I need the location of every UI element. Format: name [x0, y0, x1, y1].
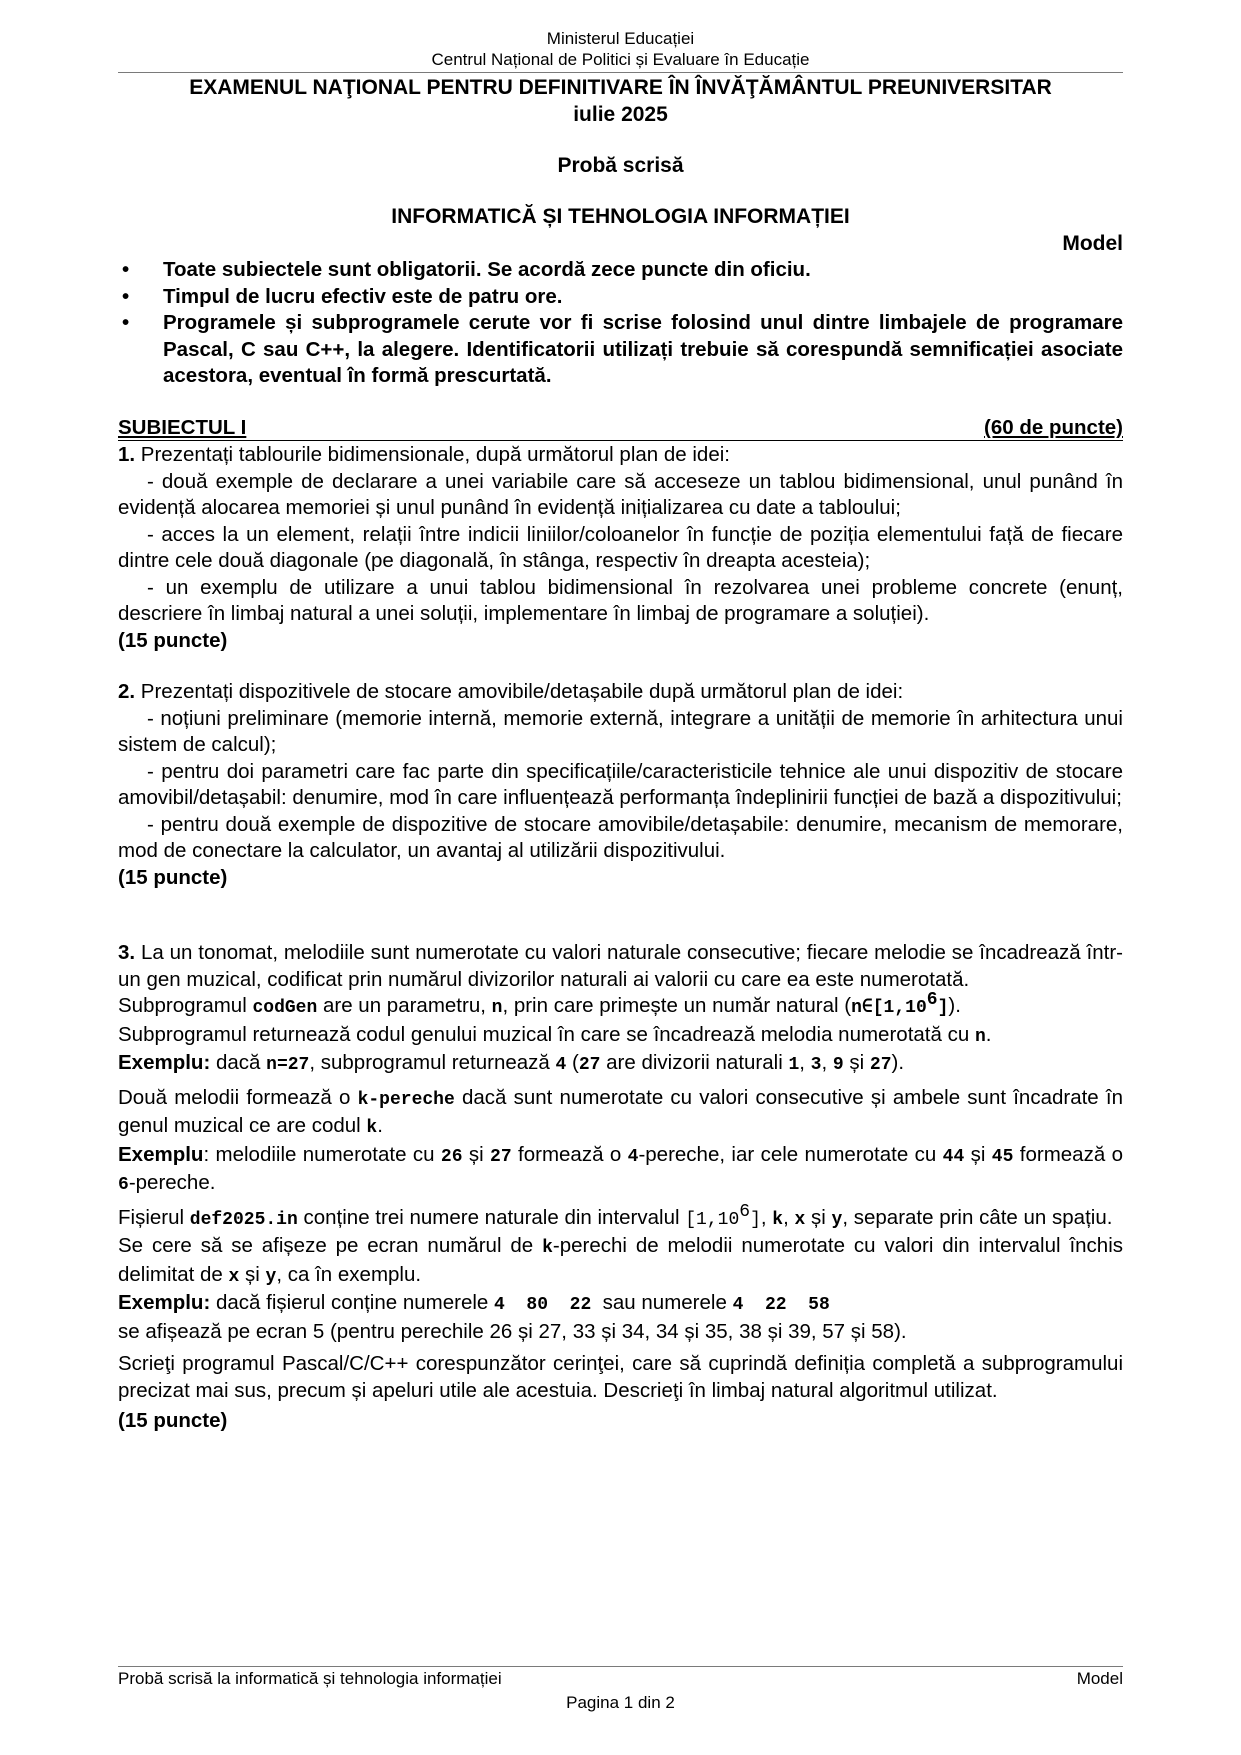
ministry-name: Ministerul Educației [546, 29, 695, 48]
question-3 [118, 940, 1123, 1435]
section-points: (60 de puncte) [984, 416, 1123, 439]
q3-number: 3. [118, 941, 136, 964]
q3-input-file: Fișierul def2025.in conține trei numere naturale din intervalul [1,10$^6$], k, x și y, separate prin câte un spațiu. [118, 1201, 1113, 1230]
section-title: SUBIECTUL I [118, 416, 247, 439]
q3-example-3: Exemplu: dacă fișierul conține numerele 4 80 22 sau numerele 4 22 58 [118, 1291, 830, 1315]
q2-item: - pentru doi parametri care fac parte din specificațiile/caracteristicile tehnice ale unui dispozitiv de stocare amovibil/detașabil: denumire, mod în care influențează performanța îndeplinirii funcției de bază a dispozitivului; [118, 759, 1123, 809]
q2-points: (15 puncte) [118, 865, 228, 889]
instructions-list [118, 257, 1123, 390]
q3-context: 3. La un tonomat, melodiile sunt numerotate cu valori naturale consecutive; fiecare melodie se încadrează într-un gen muzical, codificat prin numărul divizorilor naturali ai valorii cu care ea este numerotată. [118, 941, 1123, 991]
q3-subprogram-return: Subprogramul returnează codul genului muzical în care se încadrează melodia numerotată cu n. [118, 1022, 992, 1047]
question-1 [118, 442, 1123, 654]
q1-number: 1. [118, 443, 136, 466]
q3-example-3-output: se afișează pe ecran 5 (pentru perechile 26 și 27, 33 și 34, 34 și 35, 38 și 39, 57 și 58). [118, 1319, 907, 1343]
center-name: Centrul Național de Politici și Evaluare în Educație [431, 50, 810, 69]
exam-session: iulie 2025 [573, 103, 668, 126]
q3-subprogram-def: Subprogramul codGen are un parametru, n, prin care primește un număr natural (n∈[1,10$^6$]). [118, 990, 961, 1018]
exam-title: EXAMENUL NAŢIONAL PENTRU DEFINITIVARE ÎN ÎNVĂŢĂMÂNTUL PREUNIVERSITAR [189, 76, 1052, 99]
q2-intro: 2. Prezentați dispozitivele de stocare amovibile/detașabile după următorul plan de idei: [118, 680, 904, 703]
variant-label: Model [1062, 232, 1123, 255]
footer-left: Probă scrisă la informatică și tehnologia informației [118, 1669, 502, 1688]
page-number: Pagina 1 din 2 [566, 1693, 675, 1712]
q3-requirement: Se cere să se afișeze pe ecran numărul de k-perechi de melodii numerotate cu valori din intervalul închis delimitat de x și y, ca în exemplu. [118, 1234, 1123, 1287]
header-rule [118, 72, 1123, 73]
subject-title: INFORMATICĂ ȘI TEHNOLOGIA INFORMAȚIEI [391, 205, 850, 228]
instruction-item: • Programele și subprogramele cerute vor fi scrise folosind unul dintre limbajele de programare Pascal, C sau C++, la alegere. Identificatorii utilizați trebuie să corespundă semnificației asociate acestora, eventual în formă prescurtată. [118, 310, 1123, 390]
instruction-item: • Timpul de lucru efectiv este de patru ore. [118, 284, 1123, 311]
q3-k-pair-def: Două melodii formează o k-pereche dacă sunt numerotate cu valori consecutive și ambele sunt încadrate în genul muzical ce are codul k. [118, 1085, 1123, 1138]
q1-points: (15 puncte) [118, 628, 228, 652]
q3-example-2: Exemplu: melodiile numerotate cu 26 și 27 formează o 4-pereche, iar cele numerotate cu 44 și 45 formează o 6-pereche. [118, 1142, 1123, 1195]
q3-task: Scrieţi programul Pascal/C/C++ corespunzător cerinţei, care să cuprindă definiția completă a subprogramului precizat mai sus, precum și apeluri utile ale acestuia. Descrieţi în limbaj natural algoritmul utilizat. [118, 1352, 1123, 1402]
q1-item: - un exemplu de utilizare a unui tablou bidimensional în rezolvarea unei probleme concrete (enunț, descriere în limbaj natural a unei soluții, implementare în limbaj de programare a soluției). [118, 575, 1123, 625]
test-type: Probă scrisă [557, 154, 684, 177]
q2-item: - pentru două exemple de dispozitive de stocare amovibile/detașabile: denumire, mecanism de memorare, mod de conectare la calculator, un avantaj al utilizării dispozitivului. [118, 812, 1123, 862]
section-header [118, 416, 1123, 441]
q1-item: - două exemple de declarare a unei variabile care să acceseze un tablou bidimensional, unul punând în evidență alocarea memoriei și unul punând în evidență inițializarea cu date a tabloului; [118, 469, 1123, 519]
q2-number: 2. [118, 680, 136, 703]
footer-right: Model [1076, 1669, 1123, 1688]
question-2 [118, 679, 1123, 891]
q1-intro: 1. Prezentați tablourile bidimensionale, după următorul plan de idei: [118, 443, 730, 466]
q1-item: - acces la un element, relații între indicii liniilor/coloanelor în funcție de poziția elementului față de fiecare dintre cele două diagonale (pe diagonală, în stânga, respectiv în dreapta acesteia); [118, 522, 1123, 572]
q2-item: - noțiuni preliminare (memorie internă, memorie externă, integrare a unității de memorie în arhitectura unui sistem de calcul); [118, 706, 1123, 756]
q3-example-1: Exemplu: dacă n=27, subprogramul returnează 4 (27 are divizorii naturali 1, 3, 9 și 27). [118, 1051, 905, 1075]
function-name: codGen [252, 998, 318, 1018]
footer-rule [118, 1666, 1123, 1667]
instruction-item: • Toate subiectele sunt obligatorii. Se acordă zece puncte din oficiu. [118, 257, 1123, 284]
input-file-name: def2025.in [189, 1209, 298, 1230]
q3-points: (15 puncte) [118, 1409, 228, 1432]
